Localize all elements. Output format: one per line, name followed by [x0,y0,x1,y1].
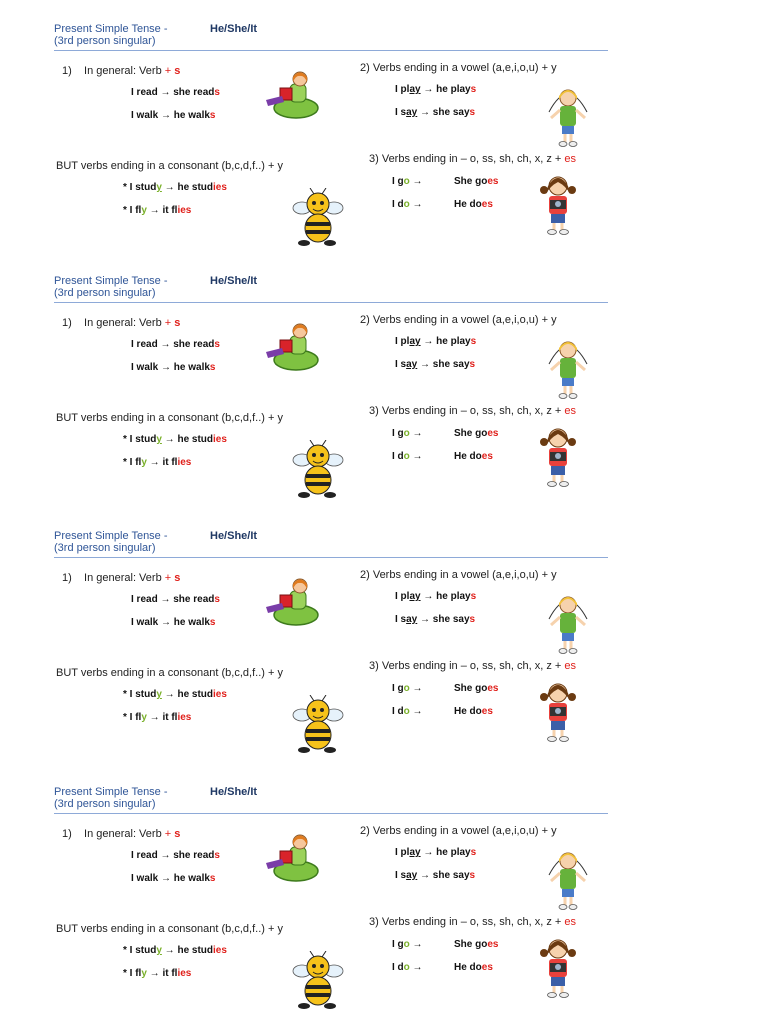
header-divider [54,557,608,558]
block-subtitle: (3rd person singular) [54,798,156,810]
rule3-example-do: I do → [392,962,423,973]
rule1-example-walk: I walk → he walks [131,617,216,628]
rule3-example-go: I go → [392,683,423,694]
rule-but-label: BUT verbs ending in a consonant (b,c,d,f..) + y [56,923,283,935]
rule3-example-go: I go → [392,176,423,187]
rule-but-example-fly: * I fly → it flies [123,205,192,216]
block-title: Present Simple Tense - [54,23,168,35]
rule3-example-does: He does [454,451,493,462]
rule-but-label: BUT verbs ending in a consonant (b,c,d,f..) + y [56,412,283,424]
girl-camera-icon [536,426,580,488]
girl-jump-rope-icon [543,589,593,655]
rule3-label: 3) Verbs ending in – o, ss, sh, ch, x, z + es [369,153,576,165]
worksheet-block [0,252,768,508]
rule2-example-say: I say → she says [395,614,476,625]
rule1-example-walk: I walk → he walks [131,110,216,121]
rule-but-example-study: * I study → he studies [123,182,227,193]
rule1-label: 1) In general: Verb + s [62,65,181,77]
rule3-example-goes: She goes [454,683,499,694]
rule-but-example-study: * I study → he studies [123,434,227,445]
rule3-example-goes: She goes [454,939,499,950]
block-pronouns: He/She/It [210,530,258,542]
rule3-example-go: I go → [392,939,423,950]
worksheet-block [0,0,768,256]
rule2-example-play: I play → he plays [395,847,477,858]
worksheet-block [0,507,768,763]
rule2-label: 2) Verbs ending in a vowel (a,e,i,o,u) + y [360,825,557,837]
bee-icon [288,951,348,1011]
girl-reading-icon [262,833,322,883]
header-divider [54,813,608,814]
rule1-example-read: I read → she reads [131,850,220,861]
rule3-label: 3) Verbs ending in – o, ss, sh, ch, x, z + es [369,916,576,928]
block-pronouns: He/She/It [210,786,258,798]
rule2-example-play: I play → he plays [395,84,477,95]
rule3-example-does: He does [454,706,493,717]
block-title: Present Simple Tense - [54,275,168,287]
girl-camera-icon [536,681,580,743]
rule2-example-say: I say → she says [395,359,476,370]
rule1-example-read: I read → she reads [131,87,220,98]
block-title: Present Simple Tense - [54,530,168,542]
rule1-example-read: I read → she reads [131,594,220,605]
rule2-example-say: I say → she says [395,107,476,118]
girl-reading-icon [262,322,322,372]
rule-but-example-study: * I study → he studies [123,689,227,700]
worksheet-block [0,763,768,1019]
girl-reading-icon [262,577,322,627]
girl-camera-icon [536,937,580,999]
rule3-example-do: I do → [392,706,423,717]
rule2-example-play: I play → he plays [395,336,477,347]
rule-but-label: BUT verbs ending in a consonant (b,c,d,f..) + y [56,160,283,172]
rule3-example-goes: She goes [454,176,499,187]
block-subtitle: (3rd person singular) [54,542,156,554]
rule-but-example-fly: * I fly → it flies [123,712,192,723]
rule3-label: 3) Verbs ending in – o, ss, sh, ch, x, z + es [369,660,576,672]
block-title: Present Simple Tense - [54,786,168,798]
rule1-example-walk: I walk → he walks [131,873,216,884]
header-divider [54,50,608,51]
rule2-label: 2) Verbs ending in a vowel (a,e,i,o,u) + y [360,314,557,326]
header-divider [54,302,608,303]
rule3-example-goes: She goes [454,428,499,439]
girl-jump-rope-icon [543,845,593,911]
girl-reading-icon [262,70,322,120]
rule3-label: 3) Verbs ending in – o, ss, sh, ch, x, z + es [369,405,576,417]
rule1-label: 1) In general: Verb + s [62,828,181,840]
girl-camera-icon [536,174,580,236]
rule2-label: 2) Verbs ending in a vowel (a,e,i,o,u) + y [360,62,557,74]
rule1-example-read: I read → she reads [131,339,220,350]
rule-but-example-fly: * I fly → it flies [123,968,192,979]
rule3-example-do: I do → [392,451,423,462]
block-subtitle: (3rd person singular) [54,35,156,47]
bee-icon [288,440,348,500]
rule-but-label: BUT verbs ending in a consonant (b,c,d,f..) + y [56,667,283,679]
rule-but-example-fly: * I fly → it flies [123,457,192,468]
rule3-example-do: I do → [392,199,423,210]
rule3-example-does: He does [454,199,493,210]
block-pronouns: He/She/It [210,275,258,287]
rule1-example-walk: I walk → he walks [131,362,216,373]
rule3-example-go: I go → [392,428,423,439]
rule2-label: 2) Verbs ending in a vowel (a,e,i,o,u) + y [360,569,557,581]
rule2-example-play: I play → he plays [395,591,477,602]
bee-icon [288,188,348,248]
rule3-example-does: He does [454,962,493,973]
bee-icon [288,695,348,755]
rule-but-example-study: * I study → he studies [123,945,227,956]
girl-jump-rope-icon [543,82,593,148]
block-pronouns: He/She/It [210,23,258,35]
rule2-example-say: I say → she says [395,870,476,881]
rule1-label: 1) In general: Verb + s [62,572,181,584]
block-subtitle: (3rd person singular) [54,287,156,299]
rule1-label: 1) In general: Verb + s [62,317,181,329]
girl-jump-rope-icon [543,334,593,400]
